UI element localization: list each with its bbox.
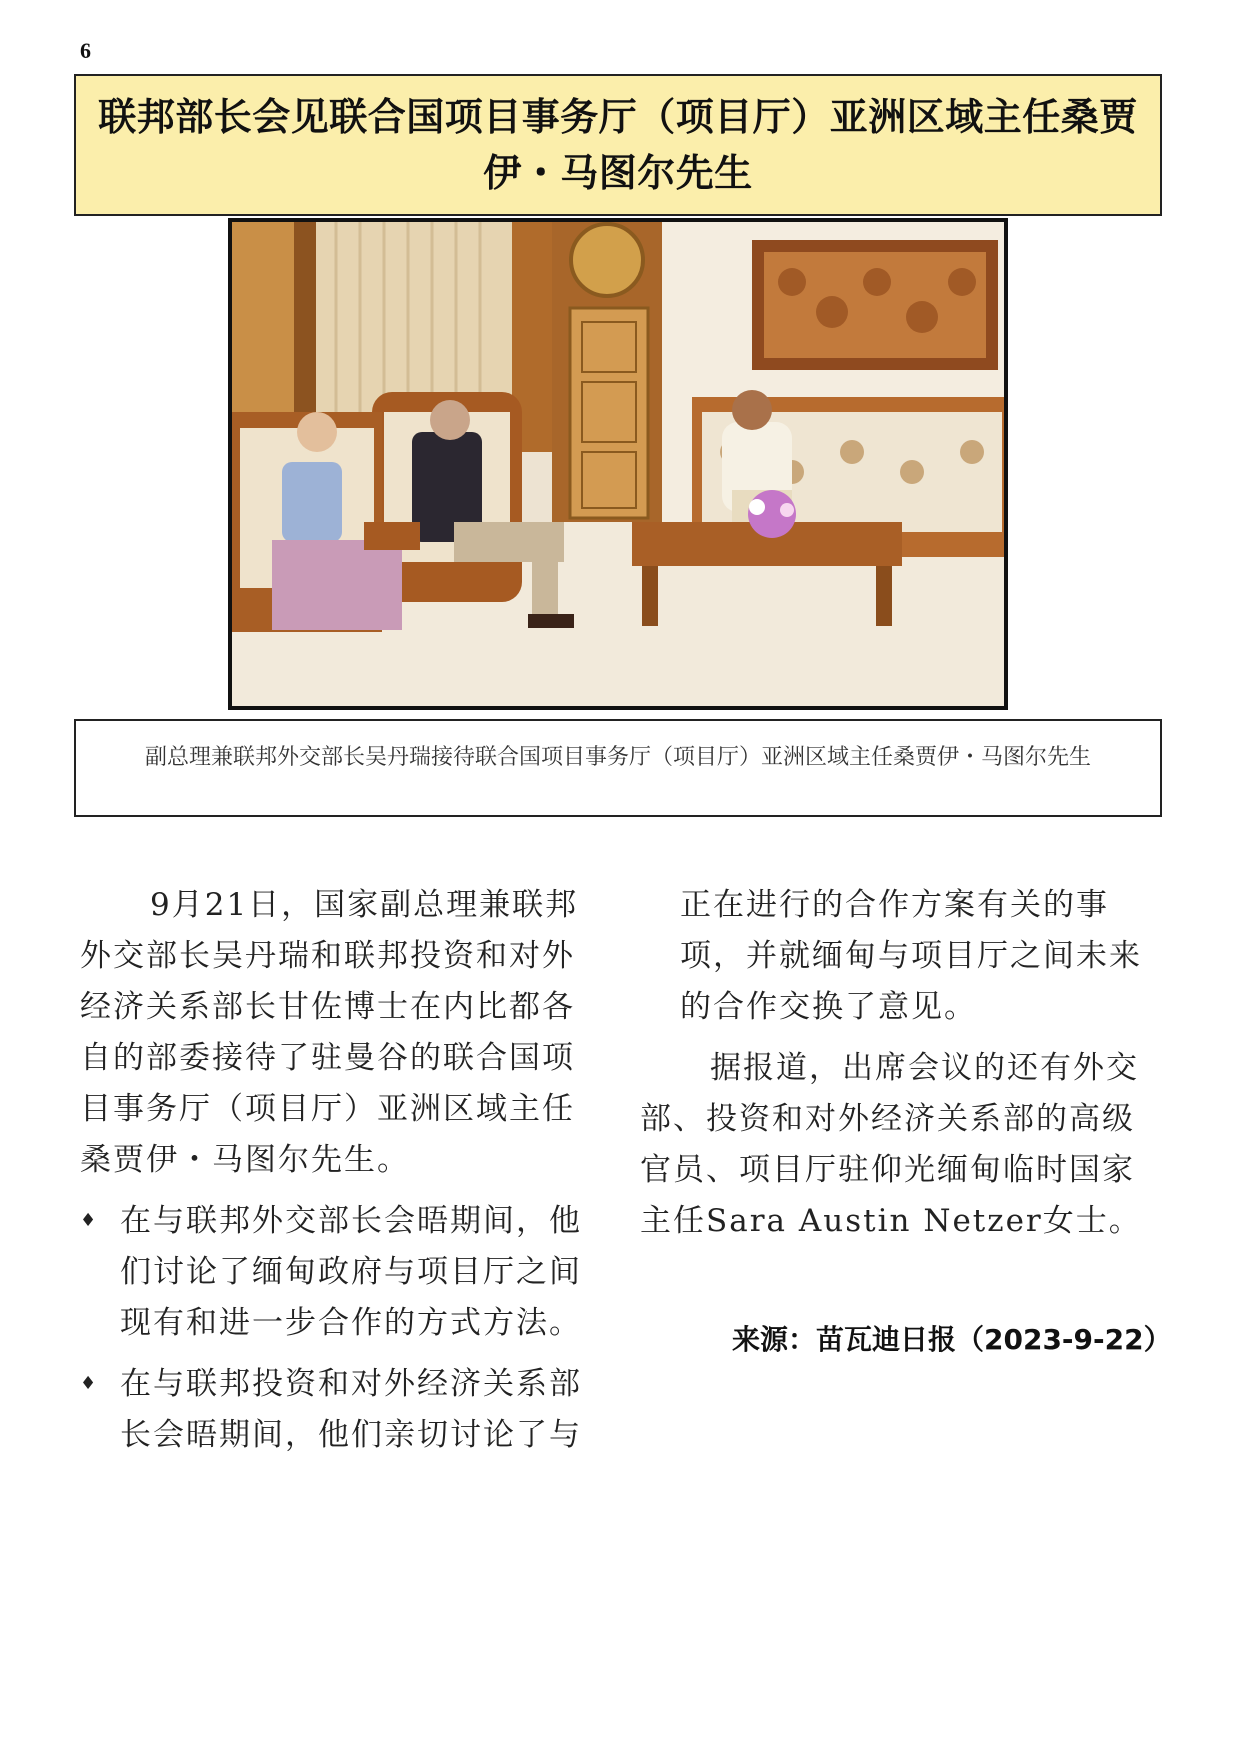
- page-title: 联邦部长会见联合国项目事务厅（项目厅）亚洲区域主任桑贾伊・马图尔先生: [98, 95, 1138, 195]
- article-continuation: 正在进行的合作方案有关的事项，并就缅甸与项目厅之间未来的合作交换了意见。: [680, 887, 1142, 1025]
- page-number: 6: [80, 38, 91, 63]
- title-banner: [74, 74, 1162, 216]
- article-closing: 据报道，出席会议的还有外交部、投资和对外经济关系部的高级官员、项目厅驻仰光缅甸临时国家主任Sara Austin Netzer女士。: [640, 1050, 1142, 1239]
- article-column-left: [80, 880, 600, 1461]
- article-source: 来源：苗瓦迪日报（2023-9-22）: [732, 1323, 1172, 1356]
- article-column-right: [640, 880, 1160, 1247]
- list-item-text: 在与联邦投资和对外经济关系部长会晤期间，他们亲切讨论了与: [120, 1366, 582, 1453]
- photo-person-woman: [282, 462, 342, 542]
- photo-caption: 副总理兼联邦外交部长吴丹瑞接待联合国项目事务厅（项目厅）亚洲区域主任桑贾伊・马图尔先生: [74, 719, 1162, 817]
- meeting-photo: [228, 218, 1008, 710]
- diamond-bullet-icon: ♦: [80, 1373, 99, 1394]
- list-item: [80, 1196, 600, 1349]
- list-item-text: 在与联邦外交部长会晤期间，他们讨论了缅甸政府与项目厅之间现有和进一步合作的方式方法。: [120, 1203, 582, 1341]
- article-intro: 9月21日，国家副总理兼联邦外交部长吴丹瑞和联邦投资和对外经济关系部长甘佐博士在内比都各自的部委接待了驻曼谷的联合国项目事务厅（项目厅）亚洲区域主任桑贾伊・马图尔先生。: [80, 887, 579, 1178]
- list-item: [80, 1359, 600, 1461]
- diamond-bullet-icon: ♦: [80, 1210, 99, 1231]
- photo-medallion: [571, 224, 643, 296]
